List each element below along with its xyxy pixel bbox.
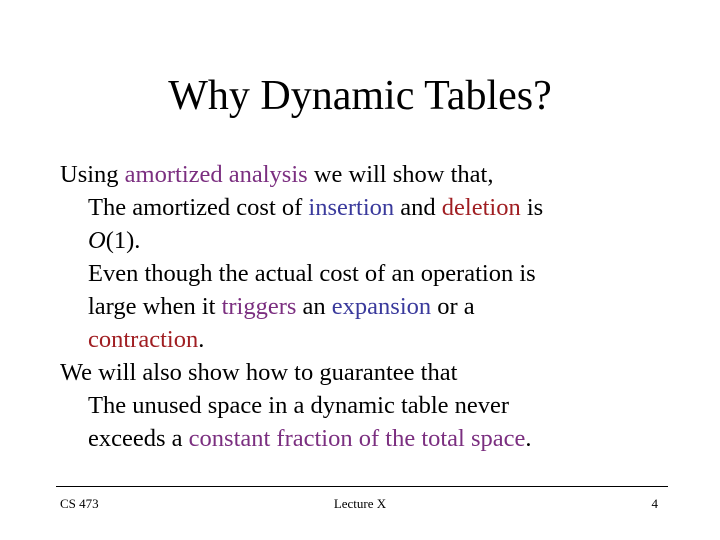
body-line [60,158,680,191]
body-text-segment: The amortized cost of [88,194,309,221]
slide-title: Why Dynamic Tables? [168,73,552,119]
highlighted-term: constant fraction of the total space [188,425,526,452]
footer-course: CS 473 [60,496,99,511]
body-text-segment: or a [431,293,475,320]
body-line [60,356,680,389]
body-text-segment: is [520,194,544,221]
body-text-segment: large when it [88,293,222,320]
footer-lecture: Lecture X [333,496,387,511]
body-text-segment: and [394,194,442,221]
body-line [60,257,680,290]
highlighted-term: amortized analysis [124,161,308,188]
body-text-segment: The unused space in a dynamic table never [88,392,510,419]
highlighted-term: insertion [308,194,395,221]
body-text-segment: We will also show how to guarantee that [60,359,458,386]
highlighted-term: expansion [331,293,432,320]
highlighted-term: deletion [441,194,521,221]
body-line [60,422,680,455]
body-text-segment: . [525,425,532,452]
body-line [60,224,680,257]
body-text-segment: Using [60,161,125,188]
highlighted-term: contraction [88,326,199,353]
body-text-segment: O [88,227,106,254]
footer-page-number: 4 [651,496,658,511]
body-line [60,323,680,356]
body-line [60,191,680,224]
body-text-segment: we will show that, [307,161,494,188]
footer-divider [56,486,668,487]
slide-body [60,158,680,455]
body-text-segment: (1). [105,227,141,254]
highlighted-term: triggers [221,293,297,320]
body-line [60,389,680,422]
body-text-segment: an [296,293,332,320]
body-line [60,290,680,323]
body-text-segment: exceeds a [88,425,189,452]
body-text-segment: Even though the actual cost of an operation is [88,260,536,287]
body-text-segment: . [198,326,205,353]
